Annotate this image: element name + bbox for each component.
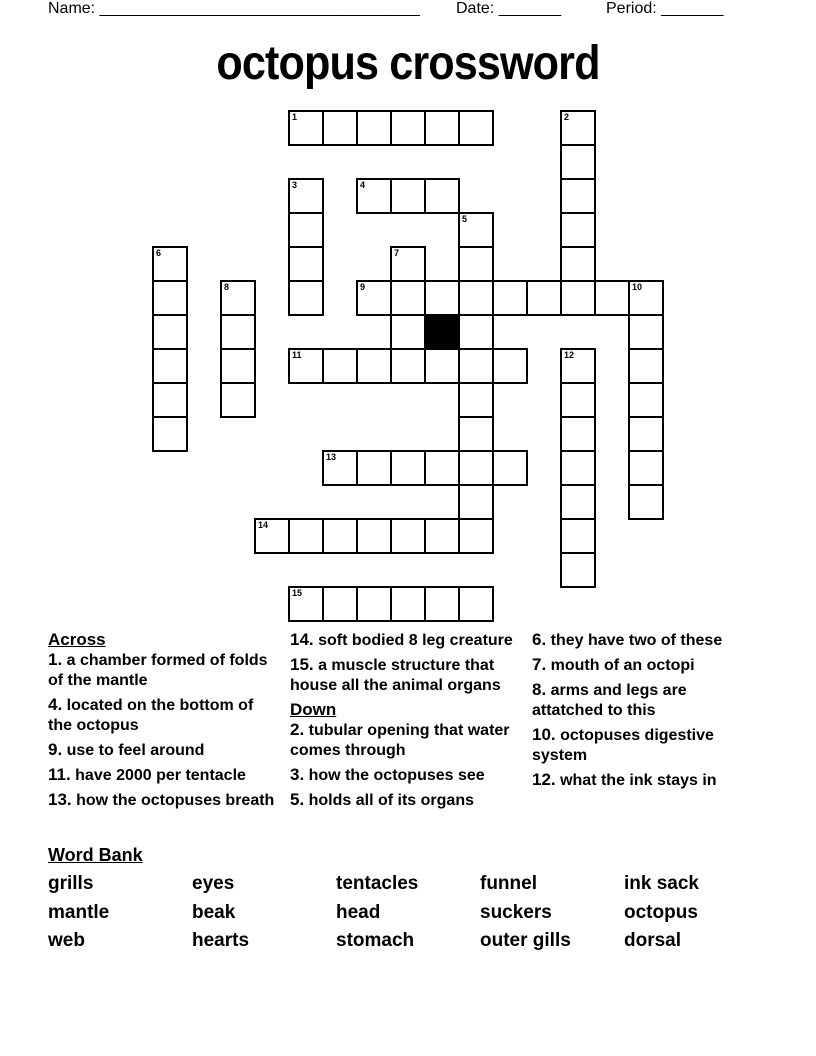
clue-item	[532, 655, 762, 676]
crossword-cell[interactable]	[220, 314, 256, 350]
clue-number: 11	[292, 350, 302, 360]
crossword-cell[interactable]	[628, 450, 664, 486]
clue-num: 7.	[532, 655, 547, 674]
crossword-cell[interactable]	[560, 110, 596, 146]
word-bank-item: beak	[192, 902, 236, 923]
crossword-cell[interactable]	[322, 450, 358, 486]
crossword-cell[interactable]	[390, 110, 426, 146]
crossword-cell[interactable]	[152, 348, 188, 384]
crossword-cell[interactable]	[288, 110, 324, 146]
clue-text: a muscle structure that house all the animal organs	[290, 657, 501, 694]
clue-text: tubular opening that water comes through	[290, 722, 510, 759]
crossword-cell[interactable]	[390, 314, 426, 350]
crossword-cell[interactable]	[628, 348, 664, 384]
clue-number: 1	[292, 112, 298, 122]
clue-num: 4.	[48, 695, 63, 714]
clue-num: 1.	[48, 650, 63, 669]
crossword-cell[interactable]	[458, 450, 494, 486]
crossword-cell[interactable]	[220, 348, 256, 384]
clue-text: octopuses digestive system	[532, 727, 714, 764]
crossword-cell[interactable]	[628, 484, 664, 520]
clue-text: holds all of its organs	[304, 792, 474, 809]
clue-number: 9	[360, 282, 366, 292]
crossword-cell[interactable]	[390, 586, 426, 622]
crossword-cell[interactable]	[424, 110, 460, 146]
clue-num: 2.	[290, 720, 305, 739]
crossword-cell[interactable]	[492, 280, 528, 316]
crossword-cell[interactable]	[288, 178, 324, 214]
crossword-cell[interactable]	[288, 212, 324, 248]
clue-text: a chamber formed of folds of the mantle	[48, 652, 268, 689]
clue-item	[532, 725, 762, 766]
clue-text: what the ink stays in	[555, 772, 717, 789]
word-bank-title: Word Bank	[48, 845, 143, 865]
clue-item	[48, 765, 278, 786]
clue-num: 13.	[48, 790, 72, 809]
crossword-cell[interactable]	[356, 280, 392, 316]
crossword-cell[interactable]	[458, 416, 494, 452]
crossword-cell[interactable]	[390, 178, 426, 214]
crossword-cell[interactable]	[458, 314, 494, 350]
clue-item	[48, 790, 278, 811]
crossword-cell[interactable]	[390, 348, 426, 384]
word-bank-item: ink sack	[624, 873, 699, 894]
clue-item	[290, 655, 520, 696]
clue-item	[290, 790, 520, 811]
crossword-cell[interactable]	[424, 178, 460, 214]
clue-text: soft bodied 8 leg creature	[313, 632, 513, 649]
crossword-cell[interactable]	[390, 246, 426, 282]
across-heading: Across	[48, 630, 106, 649]
clue-num: 3.	[290, 765, 305, 784]
crossword-cell[interactable]	[424, 518, 460, 554]
name-field: Name: ____________________________________	[48, 0, 420, 17]
crossword-cell[interactable]	[322, 586, 358, 622]
clue-text: how the octopuses see	[304, 767, 485, 784]
crossword-cell[interactable]	[356, 348, 392, 384]
clue-number: 8	[224, 282, 230, 292]
word-bank-item: outer gills	[480, 930, 571, 951]
crossword-cell[interactable]	[152, 280, 188, 316]
word-bank-item: stomach	[336, 930, 415, 951]
clue-text: use to feel around	[62, 742, 205, 759]
word-bank-item: suckers	[480, 902, 552, 923]
clue-item	[532, 680, 762, 721]
crossword-cell[interactable]	[288, 586, 324, 622]
clue-num: 15.	[290, 655, 314, 674]
word-bank-item: eyes	[192, 873, 235, 894]
clue-text: located on the bottom of the octopus	[48, 697, 254, 734]
crossword-cell[interactable]	[152, 246, 188, 282]
clue-number: 15	[292, 588, 303, 598]
black-cell	[424, 314, 460, 350]
clue-item	[290, 720, 520, 761]
clue-text: mouth of an octopi	[546, 657, 695, 674]
word-bank-item: funnel	[480, 873, 537, 894]
clue-text: have 2000 per tentacle	[70, 767, 246, 784]
clue-number: 3	[292, 180, 298, 190]
crossword-cell[interactable]	[424, 348, 460, 384]
word-bank-item: octopus	[624, 902, 698, 923]
crossword-cell[interactable]	[220, 382, 256, 418]
crossword-cell[interactable]	[390, 518, 426, 554]
clue-number: 5	[462, 214, 468, 224]
crossword-cell[interactable]	[288, 246, 324, 282]
clue-num: 10.	[532, 725, 556, 744]
clue-number: 6	[156, 248, 162, 258]
clue-text: they have two of these	[546, 632, 723, 649]
crossword-cell[interactable]	[458, 280, 494, 316]
crossword-cell[interactable]	[424, 450, 460, 486]
clue-text: how the octopuses breath	[71, 792, 275, 809]
clue-num: 12.	[532, 770, 556, 789]
crossword-cell[interactable]	[356, 178, 392, 214]
clue-text: arms and legs are attatched to this	[532, 682, 687, 719]
crossword-cell[interactable]	[322, 110, 358, 146]
clue-number: 2	[564, 112, 570, 122]
crossword-cell[interactable]	[288, 280, 324, 316]
clue-item	[48, 695, 278, 736]
period-field: Period: _______	[606, 0, 724, 17]
crossword-cell[interactable]	[424, 280, 460, 316]
crossword-cell[interactable]	[458, 110, 494, 146]
crossword-cell[interactable]	[560, 280, 596, 316]
clue-num: 11.	[48, 765, 71, 784]
clue-num: 9.	[48, 740, 63, 759]
crossword-cell[interactable]	[458, 382, 494, 418]
crossword-cell[interactable]	[560, 212, 596, 248]
word-bank-item: head	[336, 902, 381, 923]
clue-num: 8.	[532, 680, 547, 699]
crossword-cell[interactable]	[560, 348, 596, 384]
word-bank-item: dorsal	[624, 930, 682, 951]
clue-num: 5.	[290, 790, 305, 809]
word-bank-item: web	[48, 930, 85, 951]
clue-number: 12	[564, 350, 575, 360]
clue-item	[48, 650, 278, 691]
crossword-cell[interactable]	[526, 280, 562, 316]
crossword-cell[interactable]	[560, 246, 596, 282]
clue-number: 4	[360, 180, 366, 190]
clue-number: 14	[258, 520, 269, 530]
crossword-cell[interactable]	[594, 280, 630, 316]
crossword-cell[interactable]	[560, 382, 596, 418]
crossword-cell[interactable]	[288, 348, 324, 384]
crossword-cell[interactable]	[560, 144, 596, 180]
clues-column-3	[532, 630, 762, 795]
crossword-cell[interactable]	[356, 586, 392, 622]
clue-number: 7	[394, 248, 400, 258]
word-bank-item: tentacles	[336, 873, 419, 894]
date-field: Date: _______	[456, 0, 561, 17]
crossword-cell[interactable]	[492, 348, 528, 384]
crossword-cell[interactable]	[152, 382, 188, 418]
crossword-cell[interactable]	[288, 518, 324, 554]
crossword-cell[interactable]	[322, 348, 358, 384]
crossword-cell[interactable]	[356, 518, 392, 554]
clue-num: 14.	[290, 630, 314, 649]
crossword-cell[interactable]	[322, 518, 358, 554]
crossword-cell[interactable]	[628, 314, 664, 350]
word-bank-item: hearts	[192, 930, 250, 951]
crossword-cell[interactable]	[560, 484, 596, 520]
crossword-cell[interactable]	[560, 552, 596, 588]
page-title: octopus crossword	[216, 37, 600, 90]
clue-num: 6.	[532, 630, 547, 649]
crossword-cell[interactable]	[458, 348, 494, 384]
clue-item	[532, 770, 762, 791]
crossword-cell[interactable]	[628, 416, 664, 452]
clue-item	[290, 765, 520, 786]
clue-number: 13	[326, 452, 337, 462]
word-bank-item: grills	[48, 873, 94, 894]
crossword-cell[interactable]	[390, 450, 426, 486]
crossword-cell[interactable]	[424, 586, 460, 622]
crossword-cell[interactable]	[356, 110, 392, 146]
crossword-cell[interactable]	[254, 518, 290, 554]
crossword-cell[interactable]	[458, 586, 494, 622]
clues-column-2	[290, 630, 520, 815]
down-heading: Down	[290, 700, 337, 719]
clue-item	[532, 630, 762, 651]
crossword-cell[interactable]	[628, 280, 664, 316]
crossword-cell[interactable]	[390, 280, 426, 316]
crossword-cell[interactable]	[220, 280, 256, 316]
crossword-cell[interactable]	[560, 518, 596, 554]
crossword-cell[interactable]	[560, 416, 596, 452]
word-bank-item: mantle	[48, 902, 110, 923]
crossword-cell[interactable]	[560, 178, 596, 214]
clue-number: 10	[632, 282, 643, 292]
crossword-cell[interactable]	[152, 314, 188, 350]
crossword-cell[interactable]	[560, 450, 596, 486]
crossword-cell[interactable]	[628, 382, 664, 418]
crossword-cell[interactable]	[458, 246, 494, 282]
crossword-cell[interactable]	[492, 450, 528, 486]
crossword-cell[interactable]	[152, 416, 188, 452]
crossword-cell[interactable]	[458, 484, 494, 520]
crossword-cell[interactable]	[458, 212, 494, 248]
clue-item	[290, 630, 520, 651]
clues-column-1	[48, 630, 278, 815]
clue-item	[48, 740, 278, 761]
crossword-cell[interactable]	[458, 518, 494, 554]
crossword-cell[interactable]	[356, 450, 392, 486]
